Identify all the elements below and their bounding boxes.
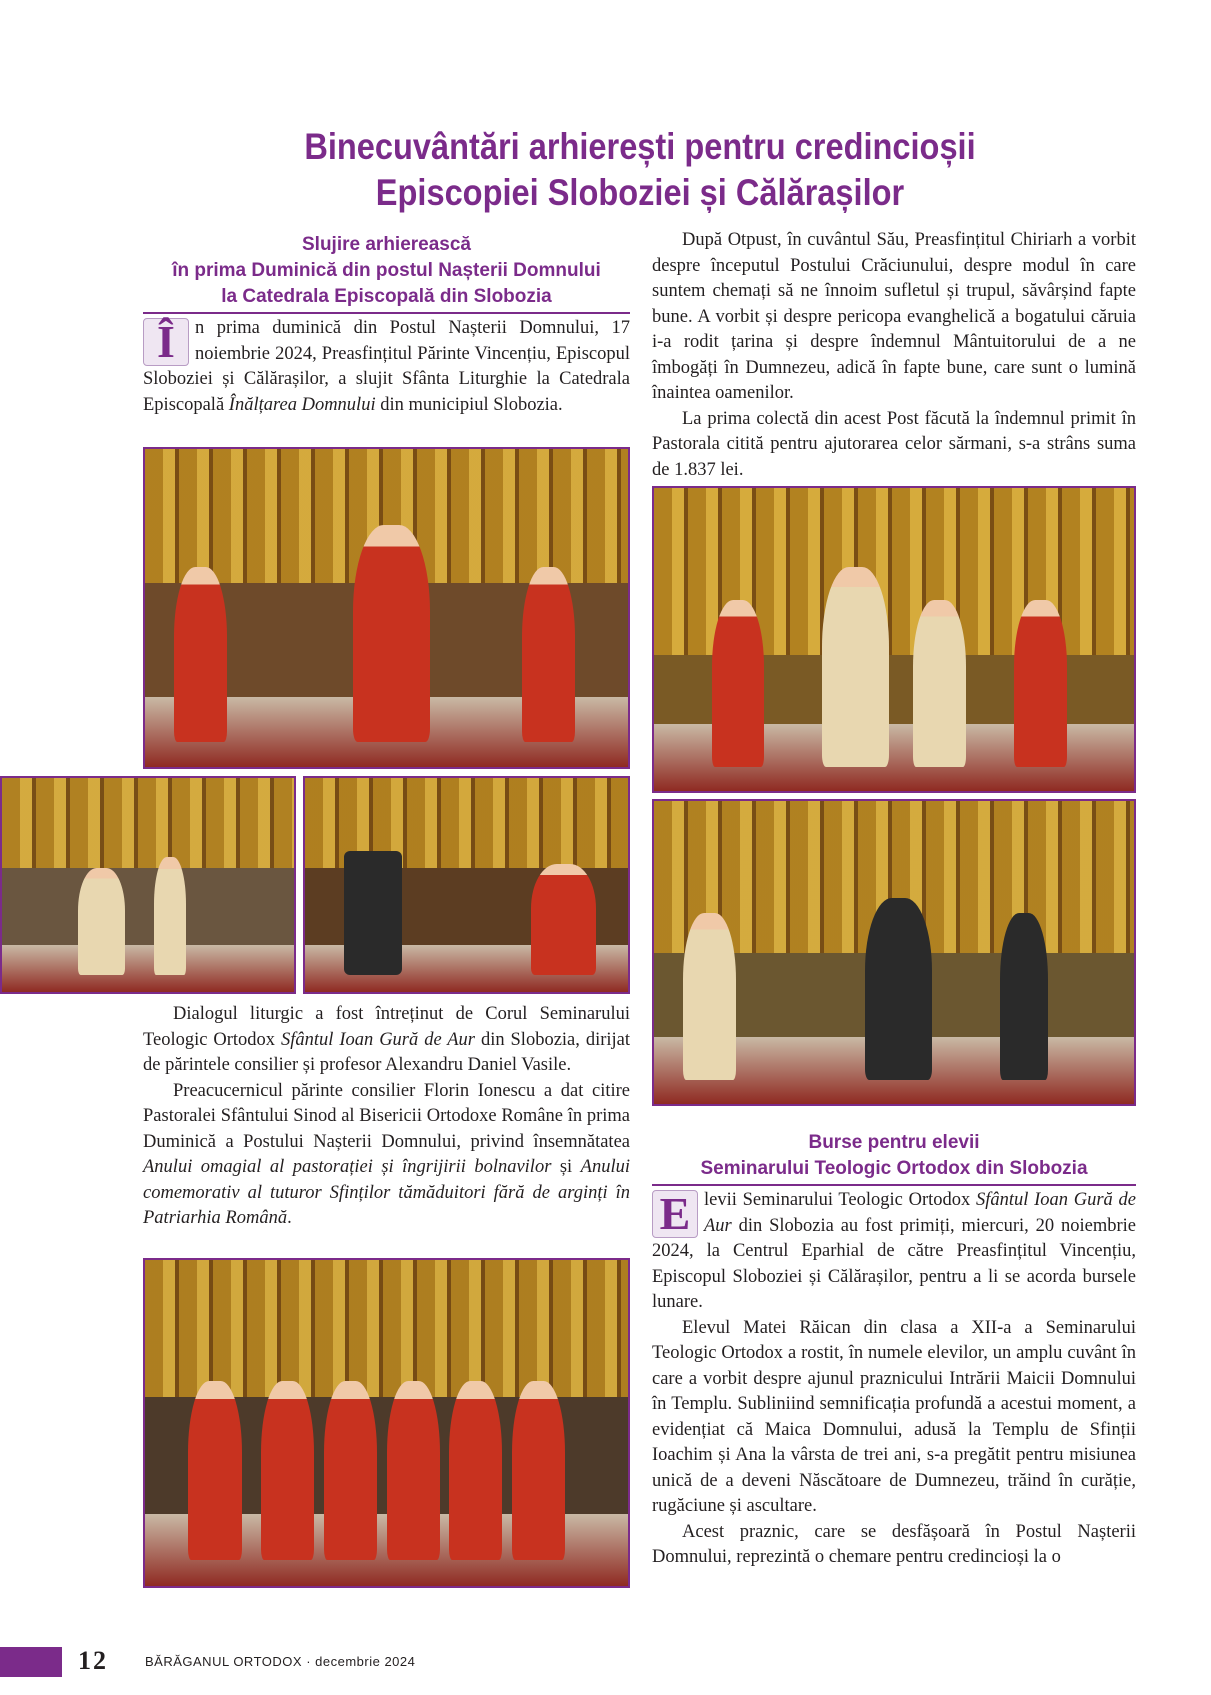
text-run: și — [551, 1157, 581, 1177]
section1-paragraph-5: La prima colectă din acest Post făcută la îndemnul primit în Pastorala citită pentru ajutorarea celor sărmani, s-a strâns suma de 1.837 lei. — [652, 408, 1136, 480]
photo-iconostasis-altar — [303, 776, 630, 994]
photo-clergy-group — [143, 1258, 630, 1588]
page-number: 12 — [78, 1646, 108, 1675]
section1-paragraph-4: După Otpust, în cuvântul Său, Preasfințitul Chiriarh a vorbit despre începutul Postului Crăciunului, despre modul în care suntem chemați să ne înnoim sufletul și trupul, săvârșind fapte bune. A vorbit și despre pericopa evanghelică a bogatului căruia i-a rodit țarina și despre îndemnul Mântuitorului de a ne îmbogăți în Dumnezeu, adică în fapte bune, care sunt o lumină înaintea oamenilor. — [652, 230, 1136, 403]
section1-paragraph-1 — [143, 316, 630, 418]
text-run: levii Seminarului Teologic Ortodox — [704, 1190, 976, 1210]
section1-paragraph-2 — [143, 1002, 630, 1079]
section2-heading-line-2: Seminarului Teologic Ortodox din Slobozia — [700, 1158, 1088, 1179]
text-run: din municipiul Slobozia. — [375, 394, 563, 415]
section1-heading-line-1: Slujire arhierească — [302, 234, 471, 255]
text-run: Preacucernicul părinte consilier Florin Ionescu a dat citire Pastoralei Sfântului Sinod al Bisericii Ortodoxe Române în prima Duminică a Postului Nașterii Domnului, privind însemnătatea — [143, 1080, 630, 1152]
text-run: n prima duminică din Postul Nașterii Domnului, 17 noiembrie 2024, Preasfințitul Părinte Vincențiu, Episcopul Sloboziei și Călărașilor, a slujit Sfânta Liturghie la Catedrala Episcopală — [143, 318, 630, 415]
section1-body — [143, 1002, 630, 1232]
footer-publication — [145, 1653, 415, 1671]
issue-date: · decembrie 2024 — [302, 1654, 416, 1669]
photo-bishop-at-altar — [652, 486, 1136, 793]
footer-accent-bar — [0, 1647, 62, 1677]
text-run-italic: Anului omagial al pastorației și îngrijirii bolnavilor — [143, 1157, 552, 1177]
section2-heading — [652, 1130, 1136, 1186]
title-line-1: Binecuvântări arhierești pentru credincioșii — [304, 126, 976, 167]
section2-paragraph-1 — [652, 1188, 1136, 1316]
section1-heading — [143, 232, 630, 314]
section2-paragraph-3: Acest praznic, care se desfășoară în Postul Nașterii Domnului, reprezintă o chemare pentru credincioși la o — [652, 1521, 1136, 1567]
section1-paragraph-3 — [143, 1079, 630, 1232]
text-run: din Slobozia, dirijat de părintele consilier și profesor Alexandru Daniel Vasile. — [143, 1029, 631, 1075]
text-run: Dialogul liturgic a fost întreținut de Corul Seminarului Teologic Ortodox — [143, 1004, 630, 1050]
section2-body — [652, 1188, 1136, 1571]
section2-paragraph-2: Elevul Matei Răican din clasa a XII-a a Seminarului Teologic Ortodox a rostit, în numele elevilor, un amplu cuvânt în care a vorbit despre ajunul praznicului Intrării Maicii Domnului în Templu. Subliniind semnificația profundă a acestui moment, a evidențiat că Maica Domnului, adusă la Templu de Sfinții Ioachim și Ana la vârsta de trei ani, s-a pregătit pentru misiunea unică de a deveni Născătoare de Dumnezeu, trăind în curăție, rugăciune și ascultare. — [652, 1317, 1136, 1516]
photo-bishop-seated — [0, 776, 296, 994]
section1-heading-line-2: în prima Duminică din postul Nașterii Domnului — [172, 260, 601, 281]
text-run: . — [287, 1208, 292, 1228]
drop-cap: Î — [143, 318, 189, 366]
text-run: din Slobozia au fost primiți, miercuri, 20 noiembrie 2024, la Centrul Eparhial de către Preasfințitul Vincențiu, Episcopul Sloboziei și Călărașilor, pentru a li se acorda bursele lunare. — [652, 1215, 1136, 1312]
section1-right-column — [652, 228, 1136, 483]
section1-heading-line-3: la Catedrala Episcopală din Slobozia — [221, 286, 552, 307]
seminary-name: Sfântul Ioan Gură de Aur — [704, 1190, 1136, 1236]
section2-heading-line-1: Burse pentru elevii — [808, 1132, 980, 1153]
seminary-name: Sfântul Ioan Gură de Aur — [281, 1029, 476, 1050]
photo-bishop-with-deacons — [143, 447, 630, 769]
publication-name: BĂRĂGANUL ORTODOX — [145, 1654, 303, 1669]
text-run-italic: Anului comemorativ al tuturor Sfinților tămăduitori fără de arginți în Patriarhia Română — [143, 1157, 630, 1228]
title-line-2: Episcopiei Sloboziei și Călărașilor — [375, 172, 905, 213]
page-title — [200, 124, 1080, 216]
drop-cap: E — [652, 1190, 698, 1238]
section1-intro — [143, 316, 630, 418]
photo-faithful-blessing — [652, 799, 1136, 1106]
church-name: Înălțarea Domnului — [228, 394, 376, 415]
